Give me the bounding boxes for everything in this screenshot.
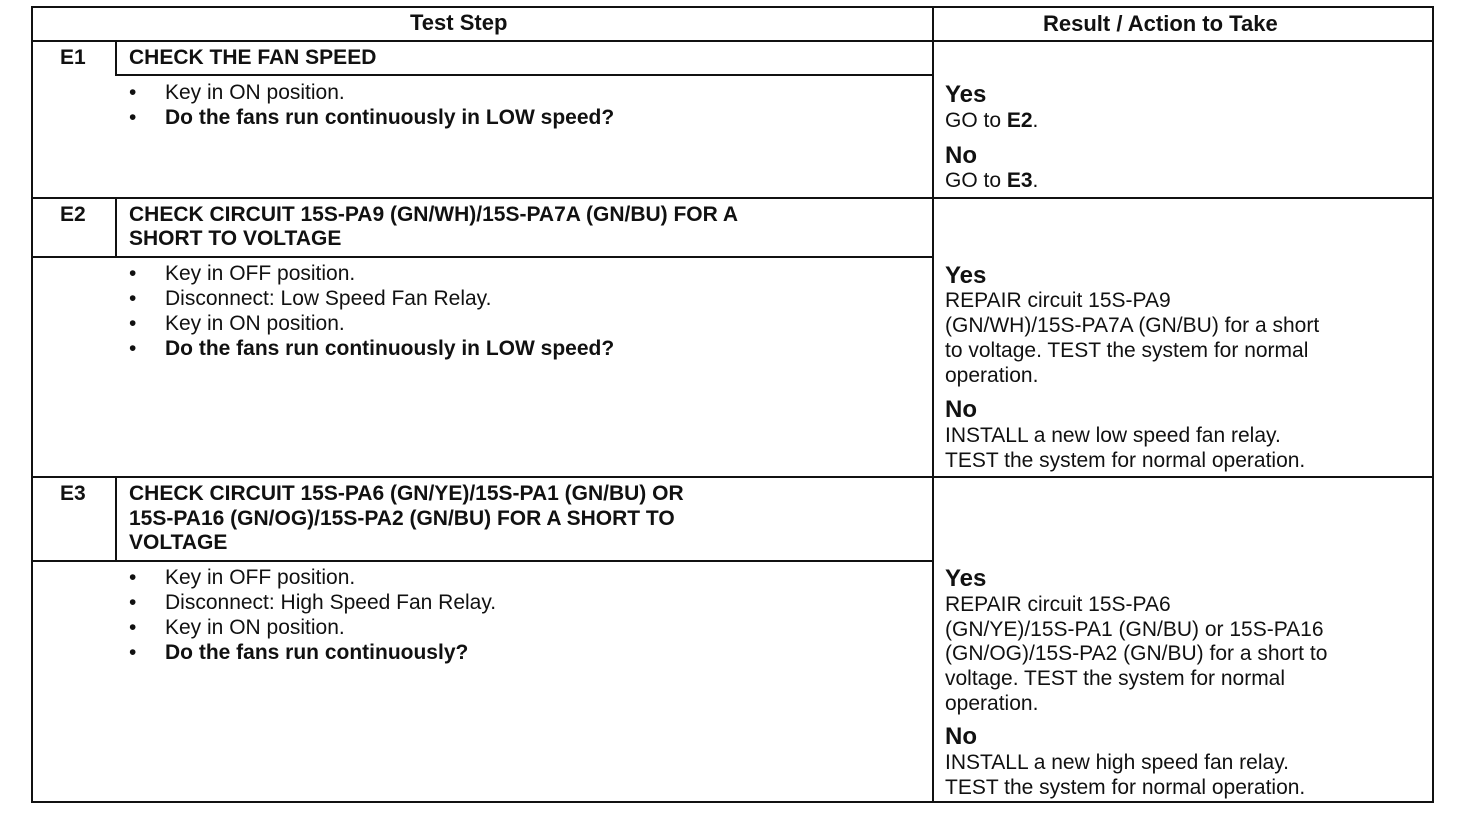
step-id-e3: E3	[60, 482, 86, 505]
bullet-icon: •	[129, 616, 137, 639]
bullet-icon: •	[129, 287, 137, 310]
bullet-icon: •	[129, 337, 137, 360]
step-title-divider-e3	[31, 560, 934, 562]
bullet-icon: •	[129, 641, 137, 664]
no-label-e2: No	[945, 396, 977, 423]
step-title-e3-line3: VOLTAGE	[129, 531, 228, 554]
bullet-icon: •	[129, 262, 137, 285]
step-title-e1: CHECK THE FAN SPEED	[129, 46, 377, 69]
bullet-icon: •	[129, 106, 137, 129]
table-border-top	[31, 6, 1434, 8]
table-border-left	[31, 6, 33, 803]
step-id-divider-e2	[115, 197, 117, 258]
yes-action-e2-line3: to voltage. TEST the system for normal	[945, 339, 1309, 362]
step-item-e2-2: Disconnect: Low Speed Fan Relay.	[165, 287, 492, 310]
no-action-text-e1: GO to	[945, 169, 1007, 192]
yes-label-e2: Yes	[945, 262, 987, 289]
yes-action-e3-line4: voltage. TEST the system for normal	[945, 667, 1286, 690]
column-divider	[932, 6, 934, 803]
yes-action-e3-line2: (GN/YE)/15S-PA1 (GN/BU) or 15S-PA16	[945, 618, 1324, 641]
step-item-e2-3: Key in ON position.	[165, 312, 345, 335]
no-action-e2-line1: INSTALL a new low speed fan relay.	[945, 424, 1281, 447]
no-action-e1	[945, 168, 1038, 193]
table-border-right	[1432, 6, 1434, 803]
step-title-e2-line1: CHECK CIRCUIT 15S-PA9 (GN/WH)/15S-PA7A (GN/BU) FOR A	[129, 203, 739, 226]
no-action-e2-line2: TEST the system for normal operation.	[945, 449, 1306, 472]
step-title-e2-line2: SHORT TO VOLTAGE	[129, 227, 342, 250]
yes-action-e2-line2: (GN/WH)/15S-PA7A (GN/BU) for a short	[945, 314, 1320, 337]
step-item-e3-1: Key in OFF position.	[165, 566, 356, 589]
yes-action-e3-line5: operation.	[945, 692, 1039, 715]
step-item-e2-1: Key in OFF position.	[165, 262, 356, 285]
step-item-e3-3: Key in ON position.	[165, 616, 345, 639]
yes-action-text-e1: GO to	[945, 109, 1007, 132]
step-id-e2: E2	[60, 203, 86, 226]
step-question-e2: Do the fans run continuously in LOW speed?	[165, 337, 615, 360]
no-end-e1: .	[1032, 169, 1039, 192]
yes-end-e1: .	[1032, 109, 1039, 132]
step-question-e1: Do the fans run continuously in LOW speed?	[165, 106, 615, 129]
step-id-e1: E1	[60, 46, 86, 69]
step-title-e3-line1: CHECK CIRCUIT 15S-PA6 (GN/YE)/15S-PA1 (GN/BU) OR	[129, 482, 684, 505]
row-divider-e3	[31, 476, 1434, 478]
step-title-divider-e1	[115, 74, 934, 76]
row-divider-e2	[31, 197, 1434, 199]
header-test-step: Test Step	[410, 10, 508, 35]
header-result-action: Result / Action to Take	[1043, 11, 1278, 36]
step-id-divider-e3	[115, 476, 117, 562]
no-label-e1: No	[945, 142, 977, 169]
table-border-bottom	[31, 801, 1434, 803]
yes-action-e2-line1: REPAIR circuit 15S-PA9	[945, 289, 1171, 312]
bullet-icon: •	[129, 591, 137, 614]
yes-target-e1: E2	[1006, 109, 1033, 132]
no-action-e3-line1: INSTALL a new high speed fan relay.	[945, 751, 1289, 774]
no-label-e3: No	[945, 723, 977, 750]
step-item-e3-2: Disconnect: High Speed Fan Relay.	[165, 591, 497, 614]
step-title-e3-line2: 15S-PA16 (GN/OG)/15S-PA2 (GN/BU) FOR A SHORT TO	[129, 507, 675, 530]
bullet-icon: •	[129, 312, 137, 335]
header-divider	[31, 40, 1434, 42]
step-title-divider-e2	[31, 256, 934, 258]
step-item-e1-1: Key in ON position.	[165, 81, 345, 104]
yes-label-e1: Yes	[945, 81, 987, 108]
yes-action-e2-line4: operation.	[945, 364, 1039, 387]
no-target-e1: E3	[1006, 169, 1033, 192]
no-action-e3-line2: TEST the system for normal operation.	[945, 776, 1306, 799]
step-question-e3: Do the fans run continuously?	[165, 641, 469, 664]
yes-action-e3-line3: (GN/OG)/15S-PA2 (GN/BU) for a short to	[945, 642, 1328, 665]
yes-action-e3-line1: REPAIR circuit 15S-PA6	[945, 593, 1171, 616]
bullet-icon: •	[129, 81, 137, 104]
yes-label-e3: Yes	[945, 565, 987, 592]
yes-action-e1	[945, 108, 1038, 133]
step-id-divider-e1	[115, 40, 117, 76]
bullet-icon: •	[129, 566, 137, 589]
